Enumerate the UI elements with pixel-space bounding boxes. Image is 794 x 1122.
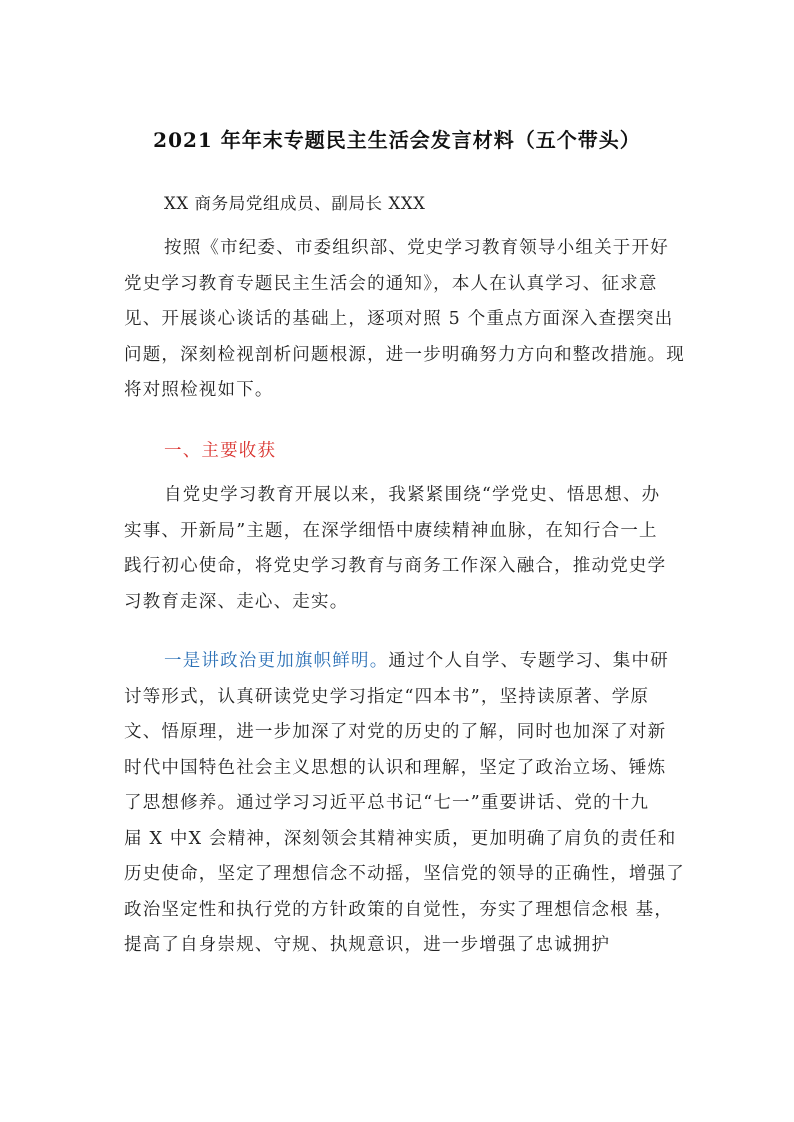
gains-line: 自党史学习教育开展以来，我紧紧围绕“学党史、悟思想、办	[164, 485, 661, 505]
gains-line: 实事、开新局”主题，在深学细悟中赓续精神血脉，在知行合一上	[124, 520, 658, 541]
gains-line: 践行初心使命，将党史学习教育与商务工作深入融合，推动党史学	[124, 556, 667, 576]
point-one-heading: 一是讲政治更加旗帜鲜明。	[164, 651, 389, 671]
intro-line: 问题，深刻检视剖析问题根源，进一步明确努力方向和整改措施。现	[124, 344, 685, 365]
document-title: 2021 年年末专题民主生活会发言材料（五个带头）	[153, 128, 641, 152]
point-one-line: 历史使命，坚定了理想信念不动摇，坚信党的领导的正确性，增强了	[124, 864, 685, 884]
point-one-first-rest: 通过个人自学、专题学习、集中研	[388, 651, 669, 671]
intro-line: 将对照检视如下。	[124, 380, 274, 400]
intro-line: 见、开展谈心谈话的基础上，逐项对照 5 个重点方面深入查摆突出	[124, 309, 674, 329]
point-one-line: 时代中国特色社会主义思想的认识和理解，坚定了政治立场、锤炼	[124, 757, 667, 778]
gains-paragraph	[124, 478, 672, 620]
point-one-line: 届 X 中X 会精神，深刻领会其精神实质，更加明确了肩负的责任和	[124, 828, 677, 849]
gains-line: 习教育走深、走心、走实。	[124, 591, 349, 612]
point-one-line: 文、悟原理，进一步加深了对党的历史的了解，同时也加深了对新	[124, 722, 667, 742]
author-line: XX 商务局党组成员、副局长 XXX	[164, 194, 426, 213]
intro-line: 党史学习教育专题民主生活会的通知》，本人在认真学习、征求意	[124, 273, 658, 294]
intro-line: 按照《市纪委、市委组织部、党史学习教育领导小组关于开好	[164, 238, 669, 258]
point-one-paragraph	[124, 644, 685, 964]
point-one-first-line	[124, 644, 672, 680]
section-heading-main-gains: 一、主要收获	[164, 441, 277, 461]
point-one-line: 政治坚定性和执行党的方针政策的自觉性，夯实了理想信念根 基，	[124, 899, 674, 920]
point-one-line: 了思想修养。通过学习习近平总书记“七一”重要讲话、党的十九	[124, 793, 650, 813]
intro-paragraph	[124, 231, 685, 409]
point-one-line: 讨等形式，认真研读党史学习指定“四本书”，坚持读原著、学原	[124, 686, 650, 707]
point-one-line: 提高了自身崇规、守规、执规意识，进一步增强了忠诚拥护	[124, 935, 611, 955]
